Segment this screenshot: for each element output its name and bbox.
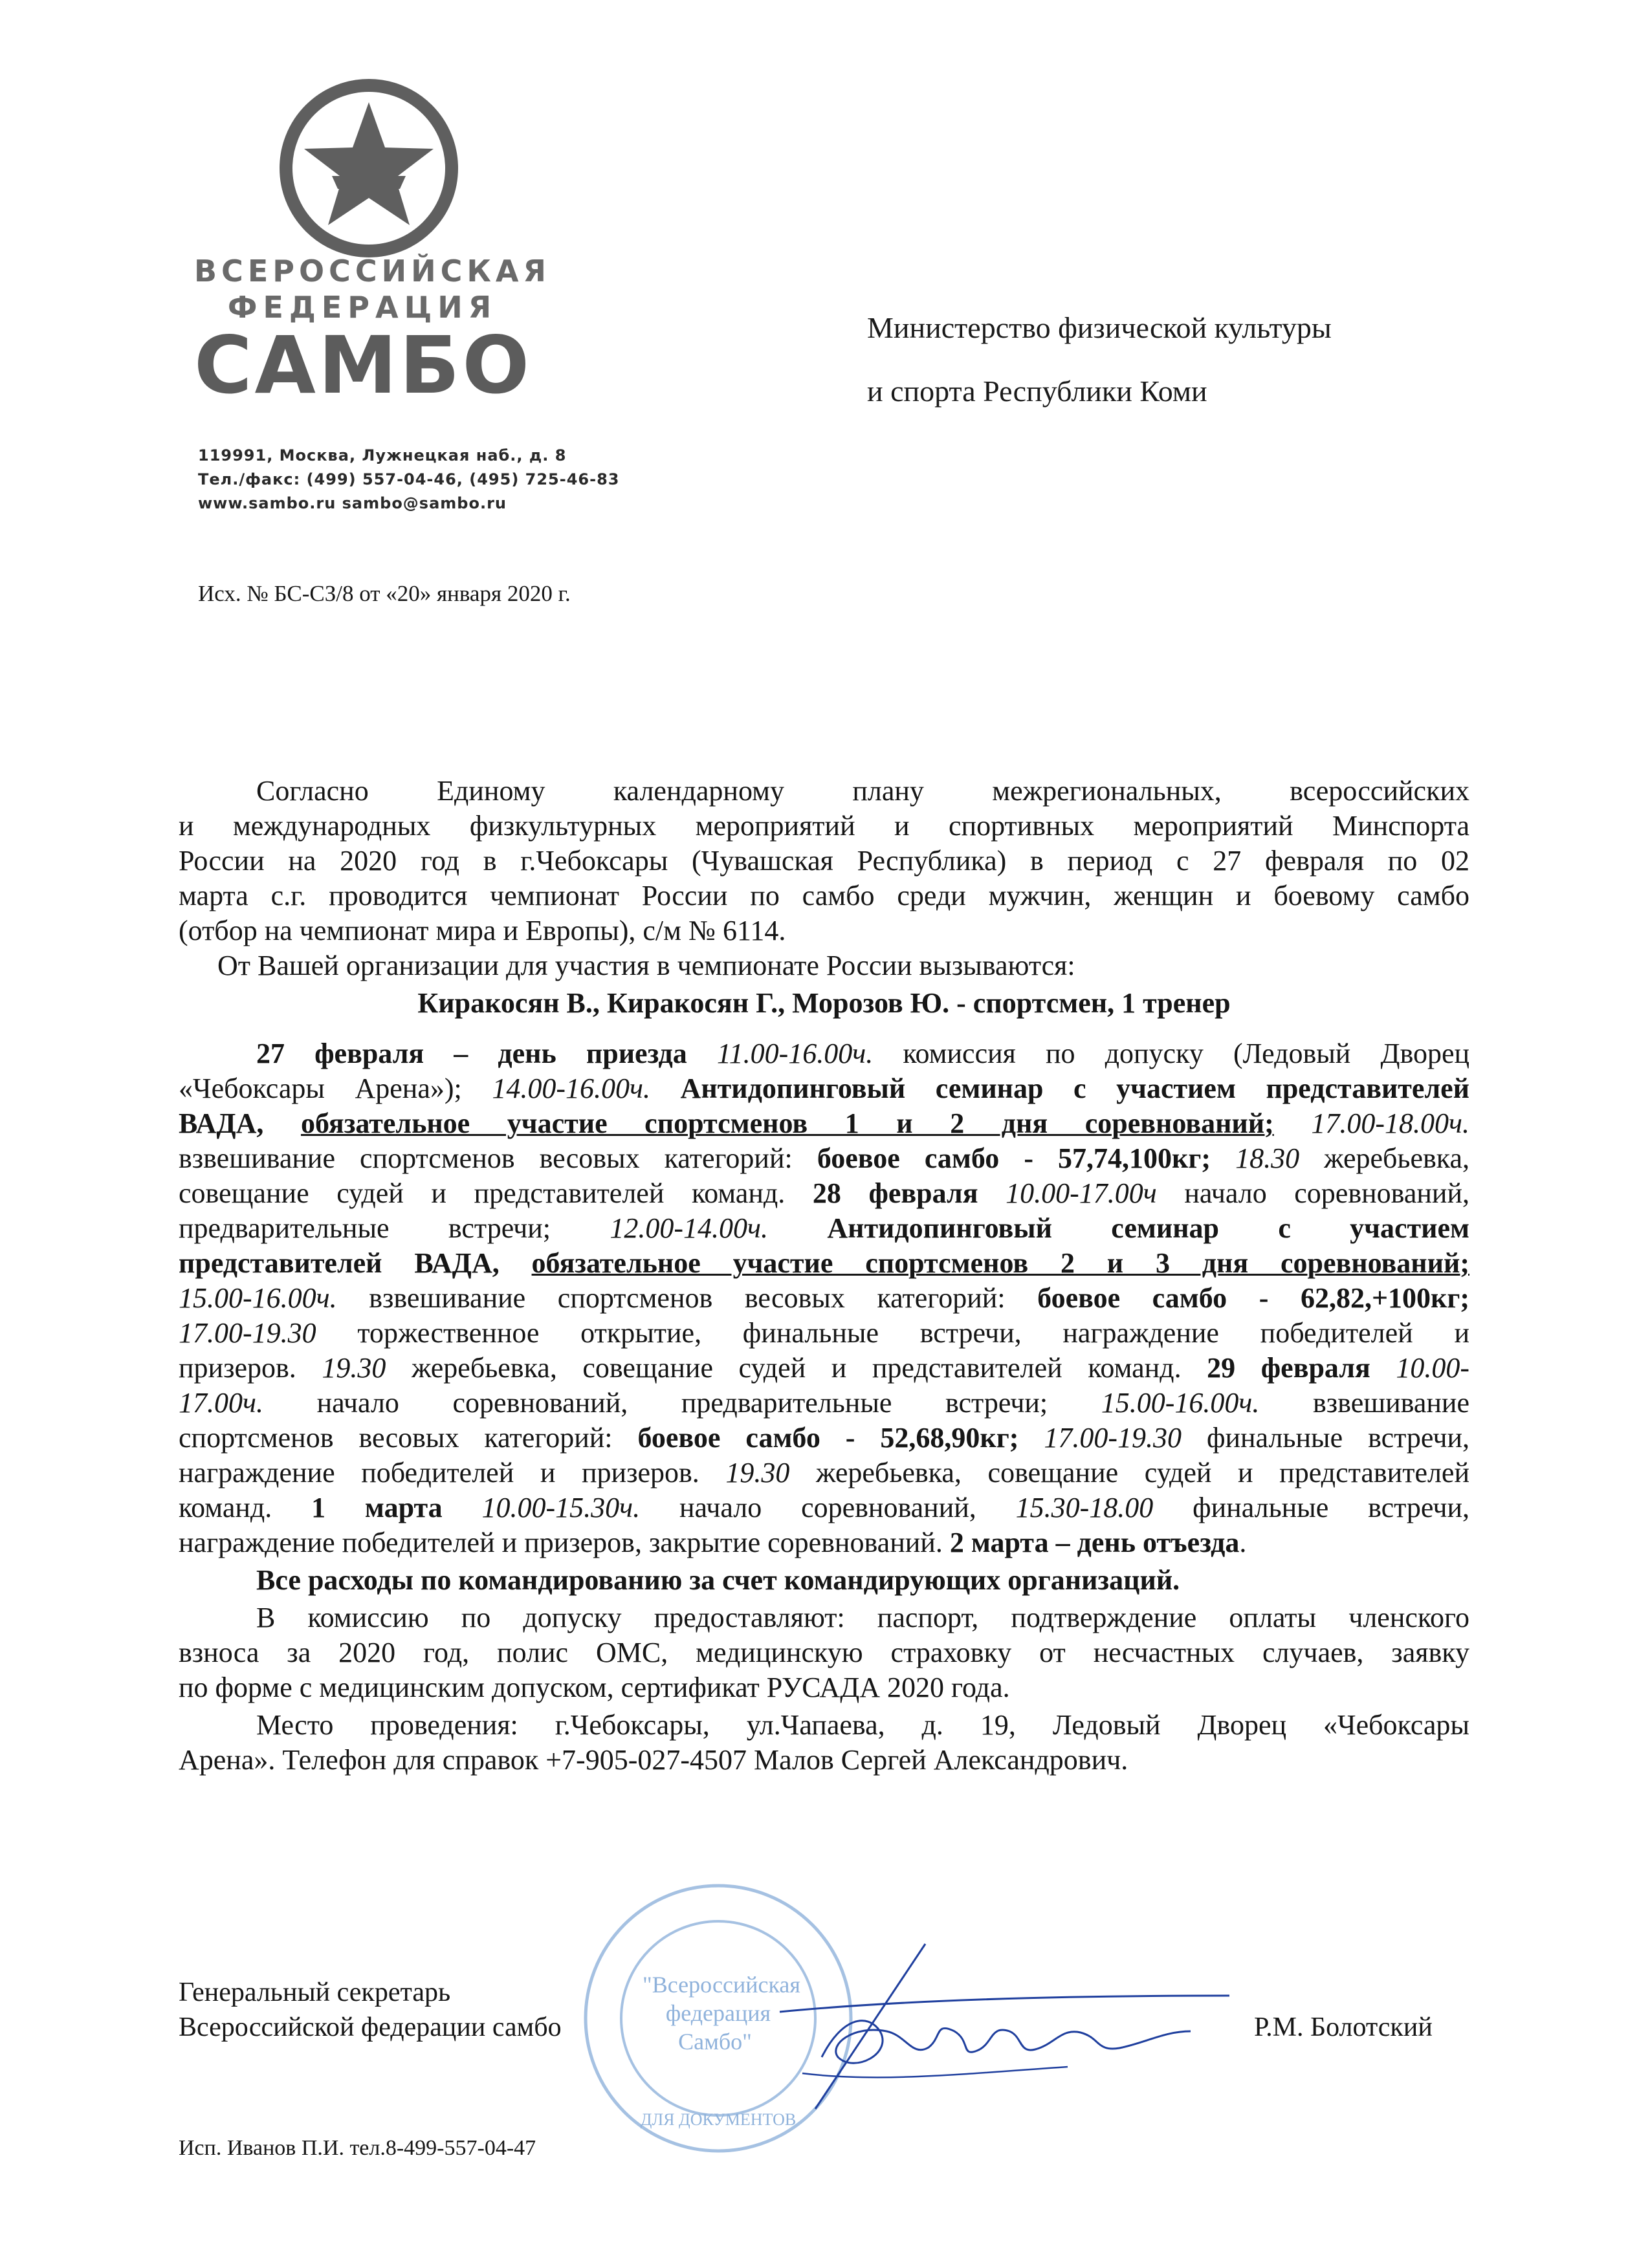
venue-line-2: Арена». Телефон для справок +7-905-027-4507 Малов Сергей Александрович.	[179, 1744, 1128, 1776]
time-range: 10.00-15.30ч.	[481, 1492, 641, 1523]
schedule-line-4	[179, 1141, 1469, 1176]
schedule-line-10	[179, 1351, 1469, 1386]
time-range: 10.00-17.00ч	[1006, 1177, 1157, 1209]
signatory-name: Р.М. Болотский	[1254, 2012, 1433, 2042]
venue-line-1: Место проведения: г.Чебоксары, ул.Чапаева, д. 19, Ледовый Дворец «Чебоксары	[256, 1709, 1469, 1741]
federation-address: 119991, Москва, Лужнецкая наб., д. 8	[198, 446, 567, 464]
time-range: 10.00-	[1396, 1352, 1470, 1384]
schedule-text: начало соревнований,	[679, 1492, 976, 1523]
schedule-text: взвешивание спортсменов весовых категорий:	[369, 1282, 1006, 1314]
schedule-text: взвешивание спортсменов весовых категорий:	[179, 1142, 793, 1174]
weight-categories: боевое самбо - 57,74,100кг;	[817, 1142, 1211, 1174]
federation-phone: Тел./факс: (499) 557-04-46, (495) 725-46-83	[198, 470, 620, 488]
time-range: 18.30	[1235, 1142, 1300, 1174]
weight-categories: боевое самбо - 52,68,90кг;	[637, 1422, 1019, 1454]
schedule-text: финальные встречи,	[1206, 1422, 1469, 1454]
schedule-text: призеров.	[179, 1352, 296, 1384]
schedule-date: 29 февраля	[1207, 1352, 1370, 1384]
schedule-line-11	[179, 1386, 1469, 1421]
federation-web: www.sambo.ru sambo@sambo.ru	[198, 494, 507, 512]
time-range: 12.00-14.00ч.	[610, 1212, 768, 1244]
time-range: 17.00ч.	[179, 1387, 263, 1419]
schedule-line-7	[179, 1246, 1469, 1281]
schedule-text: взвешивание	[1313, 1387, 1469, 1419]
schedule-line-13	[179, 1456, 1469, 1490]
antidoping-seminar: Антидопинговый семинар с участием представителей	[680, 1073, 1470, 1104]
schedule-line-8	[179, 1281, 1469, 1316]
logo-line-1: ВСЕРОССИЙСКАЯ	[194, 254, 551, 289]
arrival-day: 27 февраля – день приезда	[256, 1038, 687, 1069]
expenses-line	[179, 1563, 1469, 1598]
time-range: 14.00-16.00ч.	[492, 1073, 650, 1104]
departure-day: 2 марта – день отъезда	[949, 1527, 1240, 1558]
mandatory-participation: обязательное участие спортсменов 2 и 3 дня соревнований;	[531, 1247, 1469, 1279]
time-range: 17.00-19.30	[1044, 1422, 1182, 1454]
schedule-line-6	[179, 1211, 1469, 1246]
weight-categories: боевое самбо - 62,82,+100кг;	[1037, 1282, 1469, 1314]
schedule-line-2	[179, 1071, 1469, 1106]
handwritten-signature	[776, 1934, 1242, 2128]
addressee-line-2: и спорта Республики Коми	[867, 375, 1207, 408]
outgoing-reference: Исх. № БС-СЗ/8 от «20» января 2020 г.	[198, 581, 571, 606]
schedule-bold: ВАДА,	[179, 1107, 264, 1139]
logo-line-2: ФЕДЕРАЦИЯ	[227, 290, 498, 325]
schedule-text: начало соревнований, предварительные встречи;	[316, 1387, 1048, 1419]
mandatory-participation: обязательное участие спортсменов 1 и 2 дня соревнований;	[300, 1107, 1274, 1139]
schedule-text: торжественное открытие, финальные встречи, награждение победителей и	[357, 1317, 1469, 1349]
p1-line-2: и международных физкультурных мероприятий и спортивных мероприятий Минспорта	[179, 810, 1469, 842]
schedule-line-15	[179, 1525, 1469, 1560]
sambo-star-emblem	[278, 78, 459, 259]
schedule-text: предварительные встречи;	[179, 1212, 551, 1244]
schedule-line-1	[179, 1036, 1469, 1071]
stamp-line-2: федерация	[665, 2000, 771, 2026]
antidoping-seminar: Антидопинговый семинар с участием	[827, 1212, 1469, 1244]
signatory-title-1: Генеральный секретарь	[179, 1978, 451, 2007]
schedule-text: награждение победителей и призеров, закрытие соревнований.	[179, 1527, 943, 1558]
time-range: 17.00-19.30	[179, 1317, 316, 1349]
stamp-line-1: "Всероссийская	[643, 1972, 800, 1998]
p1-line-5: (отбор на чемпионат мира и Европы), с/м № 6114.	[179, 915, 786, 946]
schedule-text: спортсменов весовых категорий:	[179, 1422, 613, 1454]
schedule-text: жеребьевка, совещание судей и представителей команд.	[411, 1352, 1182, 1384]
addressee-line-1: Министерство физической культуры	[867, 311, 1332, 344]
schedule-line-5	[179, 1176, 1469, 1211]
signatory-title-2: Всероссийской федерации самбо	[179, 2012, 562, 2042]
p1-line-3: России на 2020 год в г.Чебоксары (Чувашская Республика) в период с 27 февраля по 02	[179, 845, 1469, 877]
summons-line: От Вашей организации для участия в чемпионате России вызываются:	[217, 950, 1075, 981]
stamp-ring-text: ДЛЯ ДОКУМЕНТОВ	[640, 2110, 797, 2129]
schedule-text: комиссия по допуску (Ледовый Дворец	[903, 1038, 1470, 1069]
schedule-text: жеребьевка,	[1324, 1142, 1470, 1174]
time-range: 17.00-18.00ч.	[1311, 1107, 1470, 1139]
athletes-list: Киракосян В., Киракосян Г., Морозов Ю. - спортсмен, 1 тренер	[417, 987, 1231, 1019]
schedule-line-3	[179, 1106, 1469, 1141]
schedule-text: начало соревнований,	[1184, 1177, 1470, 1209]
time-range: 15.00-16.00ч.	[1101, 1387, 1260, 1419]
schedule-text: команд.	[179, 1492, 272, 1523]
executor-contact: Исп. Иванов П.И. тел.8-499-557-04-47	[179, 2136, 536, 2160]
expenses-note: Все расходы по командированию за счет командирующих организаций.	[256, 1564, 1180, 1596]
schedule-text: «Чебоксары Арена»);	[179, 1073, 462, 1104]
schedule-text: финальные встречи,	[1193, 1492, 1470, 1523]
schedule-text: жеребьевка, совещание судей и представителей	[816, 1457, 1470, 1488]
schedule-line-9	[179, 1316, 1469, 1351]
schedule-text: совещание судей и представителей команд.	[179, 1177, 786, 1209]
schedule-date: 28 февраля	[812, 1177, 978, 1209]
time-range: 11.00-16.00ч.	[716, 1038, 874, 1069]
schedule-text: награждение победителей и призеров.	[179, 1457, 699, 1488]
schedule-bold: представителей ВАДА,	[179, 1247, 500, 1279]
docs-line-1: В комиссию по допуску предоставляют: паспорт, подтверждение оплаты членского	[256, 1602, 1469, 1633]
logo-line-3: САМБО	[194, 320, 533, 411]
p1-line-1: Согласно Единому календарному плану межрегиональных, всероссийских	[256, 775, 1469, 807]
time-range: 19.30	[725, 1457, 790, 1488]
p1-line-4: марта с.г. проводится чемпионат России по самбо среди мужчин, женщин и боевому самбо	[179, 880, 1469, 911]
schedule-line-14	[179, 1490, 1469, 1525]
stamp-line-3: Самбо"	[678, 2029, 752, 2055]
time-range: 19.30	[322, 1352, 386, 1384]
time-range: 15.00-16.00ч.	[179, 1282, 337, 1314]
docs-line-3: по форме с медицинским допуском, сертификат РУСАДА 2020 года.	[179, 1672, 1010, 1703]
schedule-text: .	[1239, 1527, 1247, 1558]
schedule-line-12	[179, 1421, 1469, 1456]
athletes-line	[179, 986, 1469, 1021]
time-range: 15.30-18.00	[1015, 1492, 1154, 1523]
docs-line-2: взноса за 2020 год, полис ОМС, медицинскую страховку от несчастных случаев, заявку	[179, 1637, 1469, 1668]
schedule-date: 1 марта	[311, 1492, 443, 1523]
